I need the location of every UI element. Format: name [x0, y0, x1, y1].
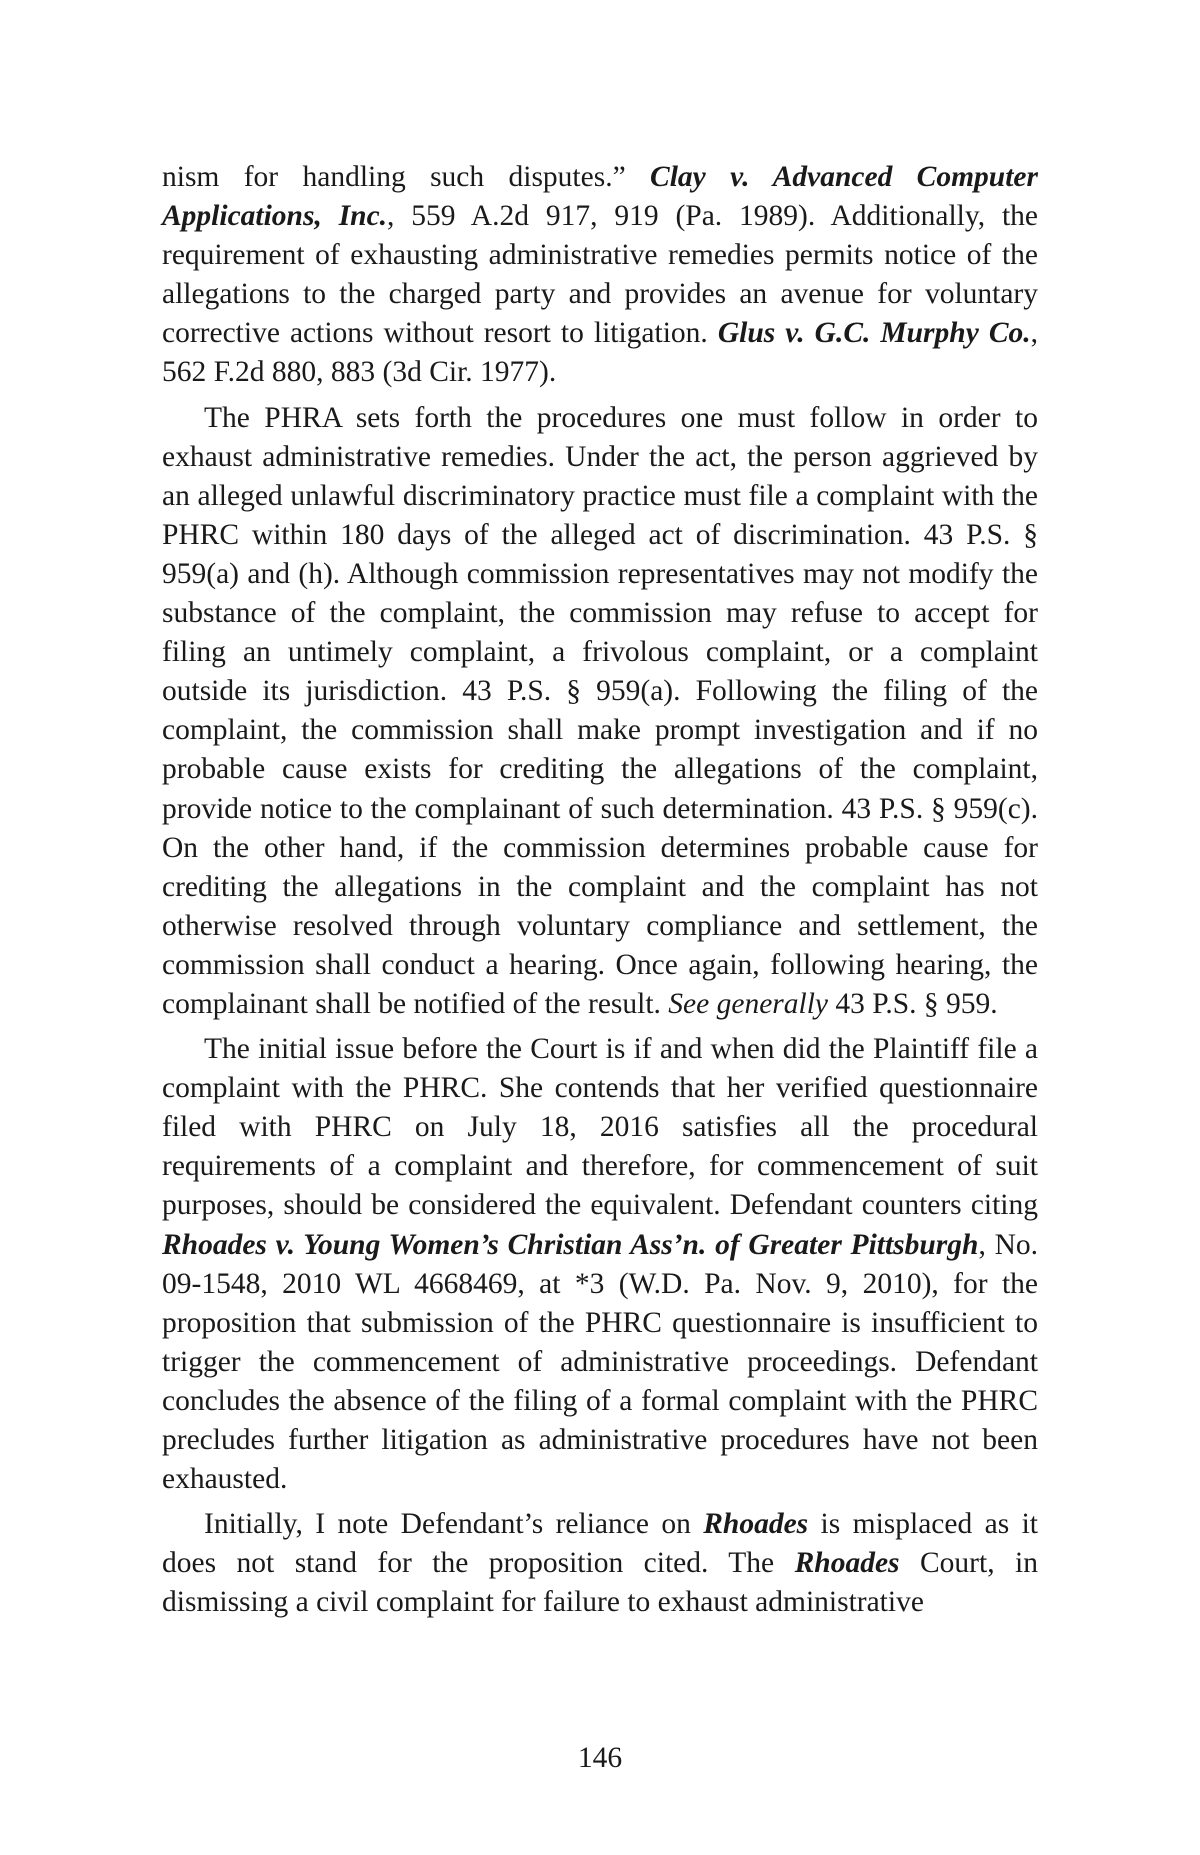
- text-run: Court, in dismissing a civil complaint for failure to exhaust administrative: [162, 1547, 1038, 1619]
- text-run: Initially, I note Defendant’s reliance on: [204, 1508, 704, 1541]
- case-citation-rhoades: Rhoades v. Young Women’s Christian Ass’n. of Greater Pittsburgh: [162, 1228, 979, 1261]
- text-run: , 562 F.2d 880, 883 (3d Cir. 1977).: [162, 317, 1038, 389]
- text-run: , No. 09-1548, 2010 WL 4668469, at *3 (W.D. Pa. Nov. 9, 2010), for the proposition that submission of the PHRC questionnaire is insufficient to trigger the commencement of administrative proceedings. Defendant concludes the absence of the filing of a formal complaint with the PHRC precludes further litigation as administrative procedures have not been exhausted.: [162, 1228, 1038, 1496]
- paragraph-reliance-misplaced: [162, 1505, 1038, 1622]
- text-run: , 559 A.2d 917, 919 (Pa. 1989). Additionally, the requirement of exhausting administrative remedies permits notice of the allegations to the charged party and provides an avenue for voluntary corrective actions without resort to litigation.: [162, 200, 1038, 350]
- text-run: The PHRA sets forth the procedures one must follow in order to exhaust administrative remedies. Under the act, the person aggrieved by an alleged unlawful discriminatory practice must file a complaint with the PHRC within 180 days of the alleged act of discrimination. 43 P.S. § 959(a) and (h). Although commission representatives may not modify the substance of the complaint, the commission may refuse to accept for filing an untimely complaint, a frivolous complaint, or a complaint outside its jurisdiction. 43 P.S. § 959(a). Following the filing of the complaint, the commission shall make prompt investigation and if no probable cause exists for crediting the allegations of the complaint, provide notice to the complainant of such determination. 43 P.S. § 959(c). On the other hand, if the commission determines probable cause for crediting the allegations in the complaint and the complaint has not otherwise resolved through voluntary compliance and settlement, the commission shall conduct a hearing. Once again, following hearing, the complainant shall be notified of the result.: [162, 401, 1038, 1020]
- paragraph-continued: [162, 158, 1038, 393]
- paragraph-phra-procedures: [162, 399, 1038, 1025]
- text-run: The initial issue before the Court is if and when did the Plaintiff file a complaint with the PHRC. She contends that her verified questionnaire filed with PHRC on July 18, 2016 satisfies all the procedural requirements of a complaint and therefore, for commencement of suit purposes, should be considered the equivalent. Defendant counters citing: [162, 1033, 1038, 1222]
- text-run: is misplaced as it does not stand for the proposition cited. The: [162, 1508, 1038, 1580]
- text-run: 43 P.S. § 959.: [828, 987, 998, 1020]
- case-name-rhoades: Rhoades: [794, 1547, 900, 1580]
- signal-see-generally: See generally: [668, 987, 829, 1020]
- case-citation-glus: Glus v. G.C. Murphy Co.: [717, 317, 1031, 350]
- paragraph-initial-issue: [162, 1030, 1038, 1499]
- case-name-rhoades: Rhoades: [703, 1508, 809, 1541]
- text-run: nism for handling such disputes.”: [162, 161, 651, 193]
- opinion-body: [162, 158, 1038, 1622]
- page-number: 146: [577, 1742, 623, 1774]
- case-citation-clay: Clay v. Advanced Computer Applications, Inc.: [162, 161, 1038, 233]
